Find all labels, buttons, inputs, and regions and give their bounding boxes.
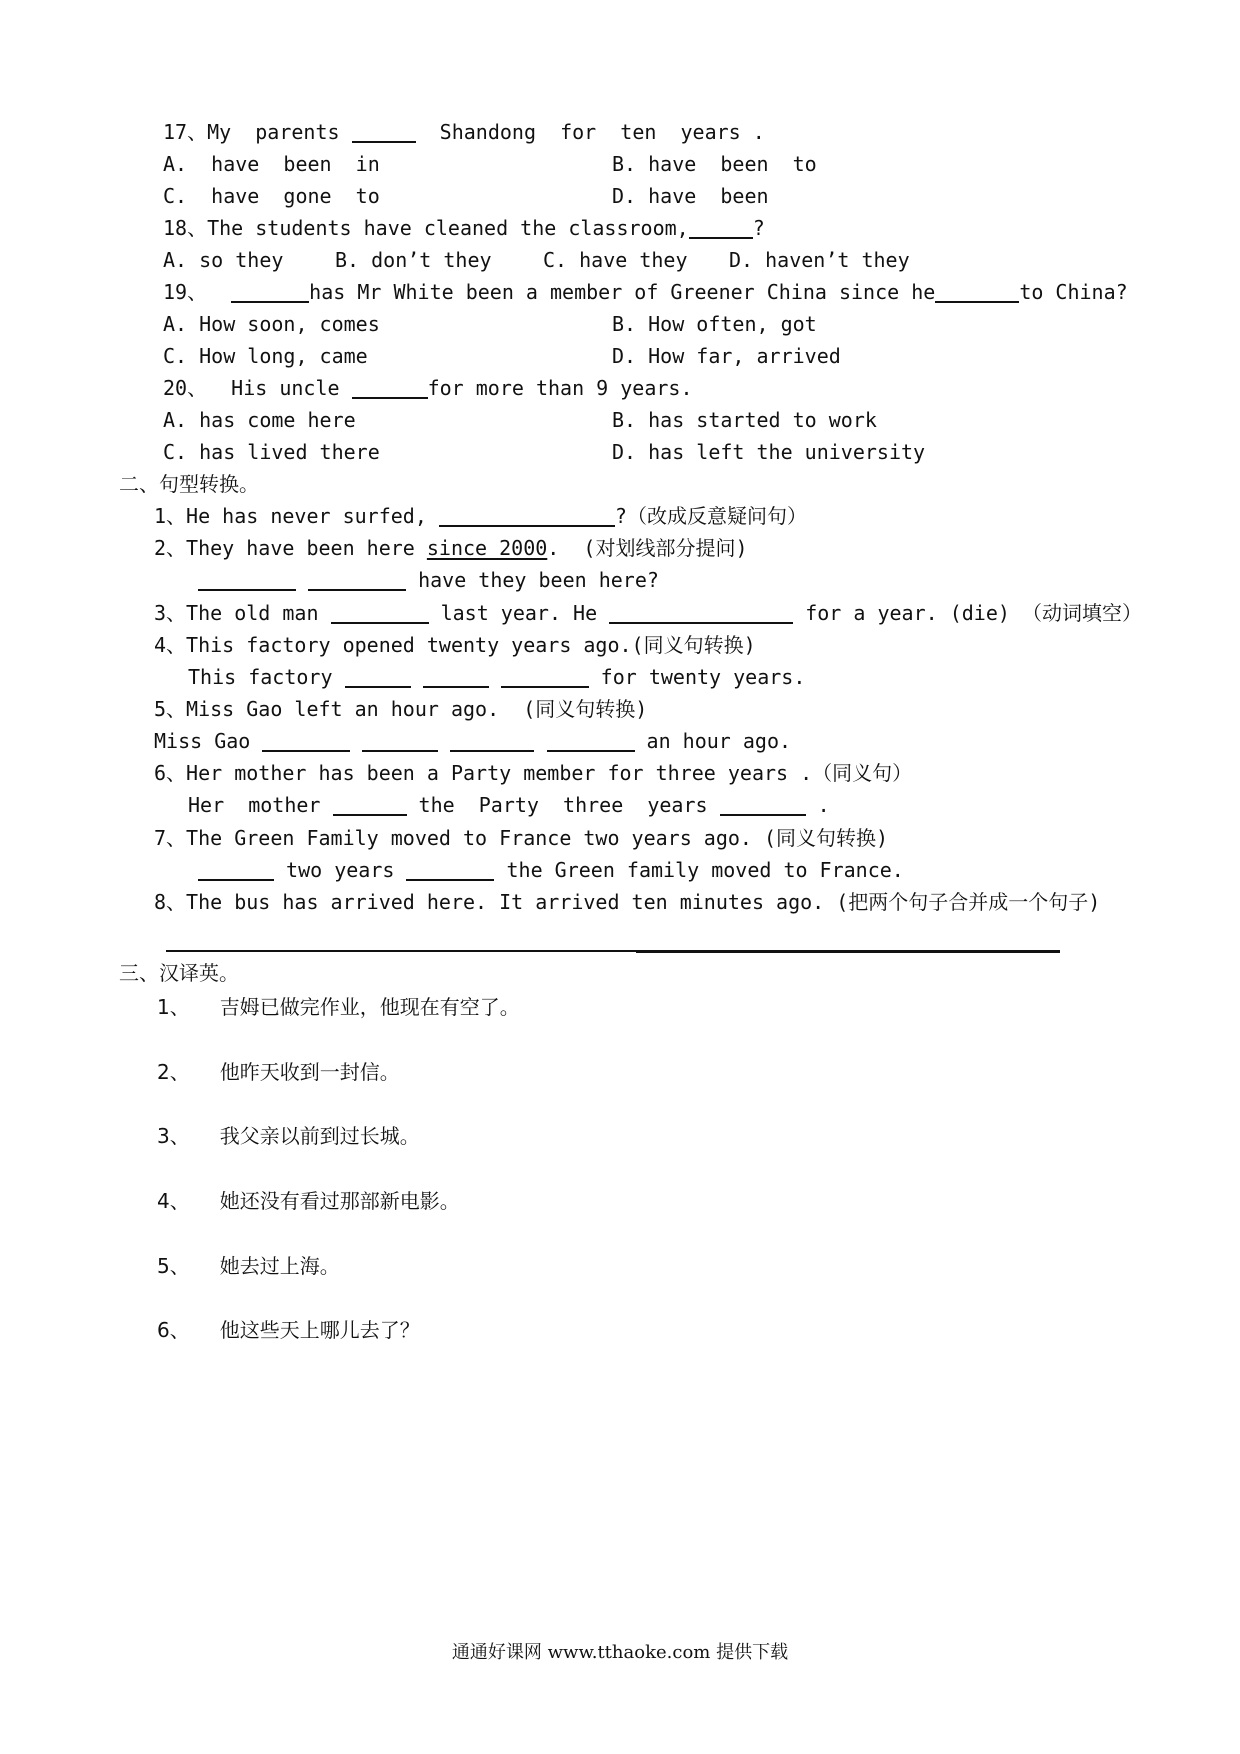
answer-blank[interactable] — [450, 730, 534, 752]
s6-text-d: . — [805, 793, 830, 817]
s6-text-b: Her mother — [188, 793, 333, 817]
answer-blank[interactable] — [333, 794, 407, 816]
sentence-7-line-2 — [198, 858, 904, 882]
item-number: 2、 — [157, 1060, 190, 1084]
sentence-6: 6、Her mother has been a Party member for three years .（同义句） — [154, 761, 913, 785]
item-number: 6、 — [157, 1318, 190, 1342]
section-2-heading: 二、句型转换。 — [119, 472, 259, 496]
q18-option-c: C. have they — [543, 248, 688, 272]
q19-text-b: has Mr White been a member of Greener China since he — [309, 280, 936, 304]
q18-option-a: A. so they — [163, 248, 284, 272]
q18-text-b: ? — [752, 216, 765, 240]
answer-blank[interactable] — [362, 730, 438, 752]
item-number: 1、 — [157, 995, 190, 1019]
answer-blank[interactable] — [262, 730, 350, 752]
s5-text-c: an hour ago. — [634, 729, 792, 753]
answer-line[interactable] — [636, 950, 1060, 953]
q20-option-b: B. has started to work — [612, 408, 877, 432]
answer-blank[interactable] — [547, 730, 635, 752]
sentence-1 — [154, 504, 807, 528]
translation-item — [157, 1254, 340, 1278]
answer-blank[interactable] — [352, 121, 416, 143]
q17-text-b: Shandong for ten years . — [415, 120, 765, 144]
answer-blank[interactable] — [198, 569, 296, 591]
answer-blank[interactable] — [423, 666, 489, 688]
s2-underlined: since 2000 — [426, 536, 548, 560]
translation-item — [157, 1189, 460, 1213]
s3-text-b: last year. He — [428, 601, 610, 625]
item-text: 她还没有看过那部新电影。 — [219, 1189, 460, 1213]
s6-text-c: the Party three years — [406, 793, 720, 817]
answer-blank[interactable] — [439, 505, 615, 527]
s7-text-b: two years — [274, 858, 407, 882]
q19-option-c: C. How long, came — [163, 344, 368, 368]
question-18-stem — [163, 216, 765, 240]
section-3-heading: 三、汉译英。 — [119, 961, 239, 985]
item-text: 他昨天收到一封信。 — [219, 1060, 400, 1084]
s2-text-b: . (对划线部分提问) — [547, 536, 748, 560]
q20-text-b: for more than 9 years. — [427, 376, 693, 400]
answer-blank[interactable] — [935, 281, 1019, 303]
s2-text-a: 2、They have been here — [154, 536, 427, 560]
q19-text-a: 19、 — [163, 280, 232, 304]
answer-blank[interactable] — [609, 602, 793, 624]
item-text: 她去过上海。 — [219, 1254, 340, 1278]
s3-text-a: 3、The old man — [154, 601, 331, 625]
translation-item — [157, 1124, 420, 1148]
sentence-5-line-2 — [154, 729, 791, 753]
s1-text-b: ?（改成反意疑问句） — [614, 504, 807, 528]
answer-blank[interactable] — [406, 859, 494, 881]
q17-option-b: B. have been to — [612, 152, 817, 176]
item-text: 他这些天上哪儿去了？ — [219, 1318, 420, 1342]
sentence-7: 7、The Green Family moved to France two years ago. (同义句转换) — [154, 826, 889, 850]
answer-line[interactable] — [166, 950, 636, 952]
answer-blank[interactable] — [720, 794, 806, 816]
q17-option-d: D. have been — [612, 184, 769, 208]
s4-text-c: for twenty years. — [588, 665, 806, 689]
item-number: 3、 — [157, 1124, 190, 1148]
item-number: 4、 — [157, 1189, 190, 1213]
q17-option-c: C. have gone to — [163, 184, 380, 208]
sentence-3 — [154, 601, 1142, 625]
answer-blank[interactable] — [308, 569, 406, 591]
s3-text-c: for a year. (die) （动词填空） — [793, 601, 1142, 625]
translation-item — [157, 995, 520, 1019]
q18-option-b: B. don’t they — [335, 248, 492, 272]
q20-option-a: A. has come here — [163, 408, 356, 432]
q19-option-d: D. How far, arrived — [612, 344, 841, 368]
answer-blank[interactable] — [345, 666, 411, 688]
item-number: 5、 — [157, 1254, 190, 1278]
q19-option-a: A. How soon, comes — [163, 312, 380, 336]
answer-blank[interactable] — [231, 281, 309, 303]
translation-item — [157, 1318, 420, 1342]
sentence-8: 8、The bus has arrived here. It arrived ten minutes ago. (把两个句子合并成一个句子) — [154, 890, 1101, 914]
page-footer: 通通好课网 www.tthaoke.com 提供下载 — [451, 1642, 789, 1663]
question-19-stem — [163, 280, 1128, 304]
answer-blank[interactable] — [352, 377, 428, 399]
s5-text-b: Miss Gao — [154, 729, 263, 753]
q18-text-a: 18、The students have cleaned the classroom, — [163, 216, 689, 240]
q17-option-a: A. have been in — [163, 152, 380, 176]
sentence-4: 4、This factory opened twenty years ago.(同义句转换) — [154, 633, 756, 657]
q17-text-a: 17、My parents — [163, 120, 352, 144]
s4-text-b: This factory — [188, 665, 345, 689]
q20-option-d: D. has left the university — [612, 440, 926, 464]
answer-blank[interactable] — [331, 602, 429, 624]
sentence-5: 5、Miss Gao left an hour ago. (同义句转换) — [154, 697, 648, 721]
sentence-2-line-2 — [198, 568, 659, 592]
s2-line2-text: have they been here? — [406, 568, 659, 592]
answer-blank[interactable] — [501, 666, 589, 688]
q18-option-d: D. haven’t they — [729, 248, 910, 272]
question-17-stem — [163, 120, 765, 144]
s7-text-c: the Green family moved to France. — [494, 858, 904, 882]
q20-option-c: C. has lived there — [163, 440, 380, 464]
q20-text-a: 20、 His uncle — [163, 376, 352, 400]
item-text: 我父亲以前到过长城。 — [219, 1124, 420, 1148]
sentence-6-line-2 — [188, 793, 830, 817]
q19-text-c: to China? — [1019, 280, 1128, 304]
translation-item — [157, 1060, 400, 1084]
q19-option-b: B. How often, got — [612, 312, 817, 336]
answer-blank[interactable] — [689, 217, 753, 239]
s1-text-a: 1、He has never surfed, — [154, 504, 439, 528]
sentence-4-line-2 — [188, 665, 805, 689]
item-text: 吉姆已做完作业，他现在有空了。 — [219, 995, 520, 1019]
question-20-stem — [163, 376, 692, 400]
answer-blank[interactable] — [198, 859, 274, 881]
sentence-2 — [154, 536, 748, 560]
